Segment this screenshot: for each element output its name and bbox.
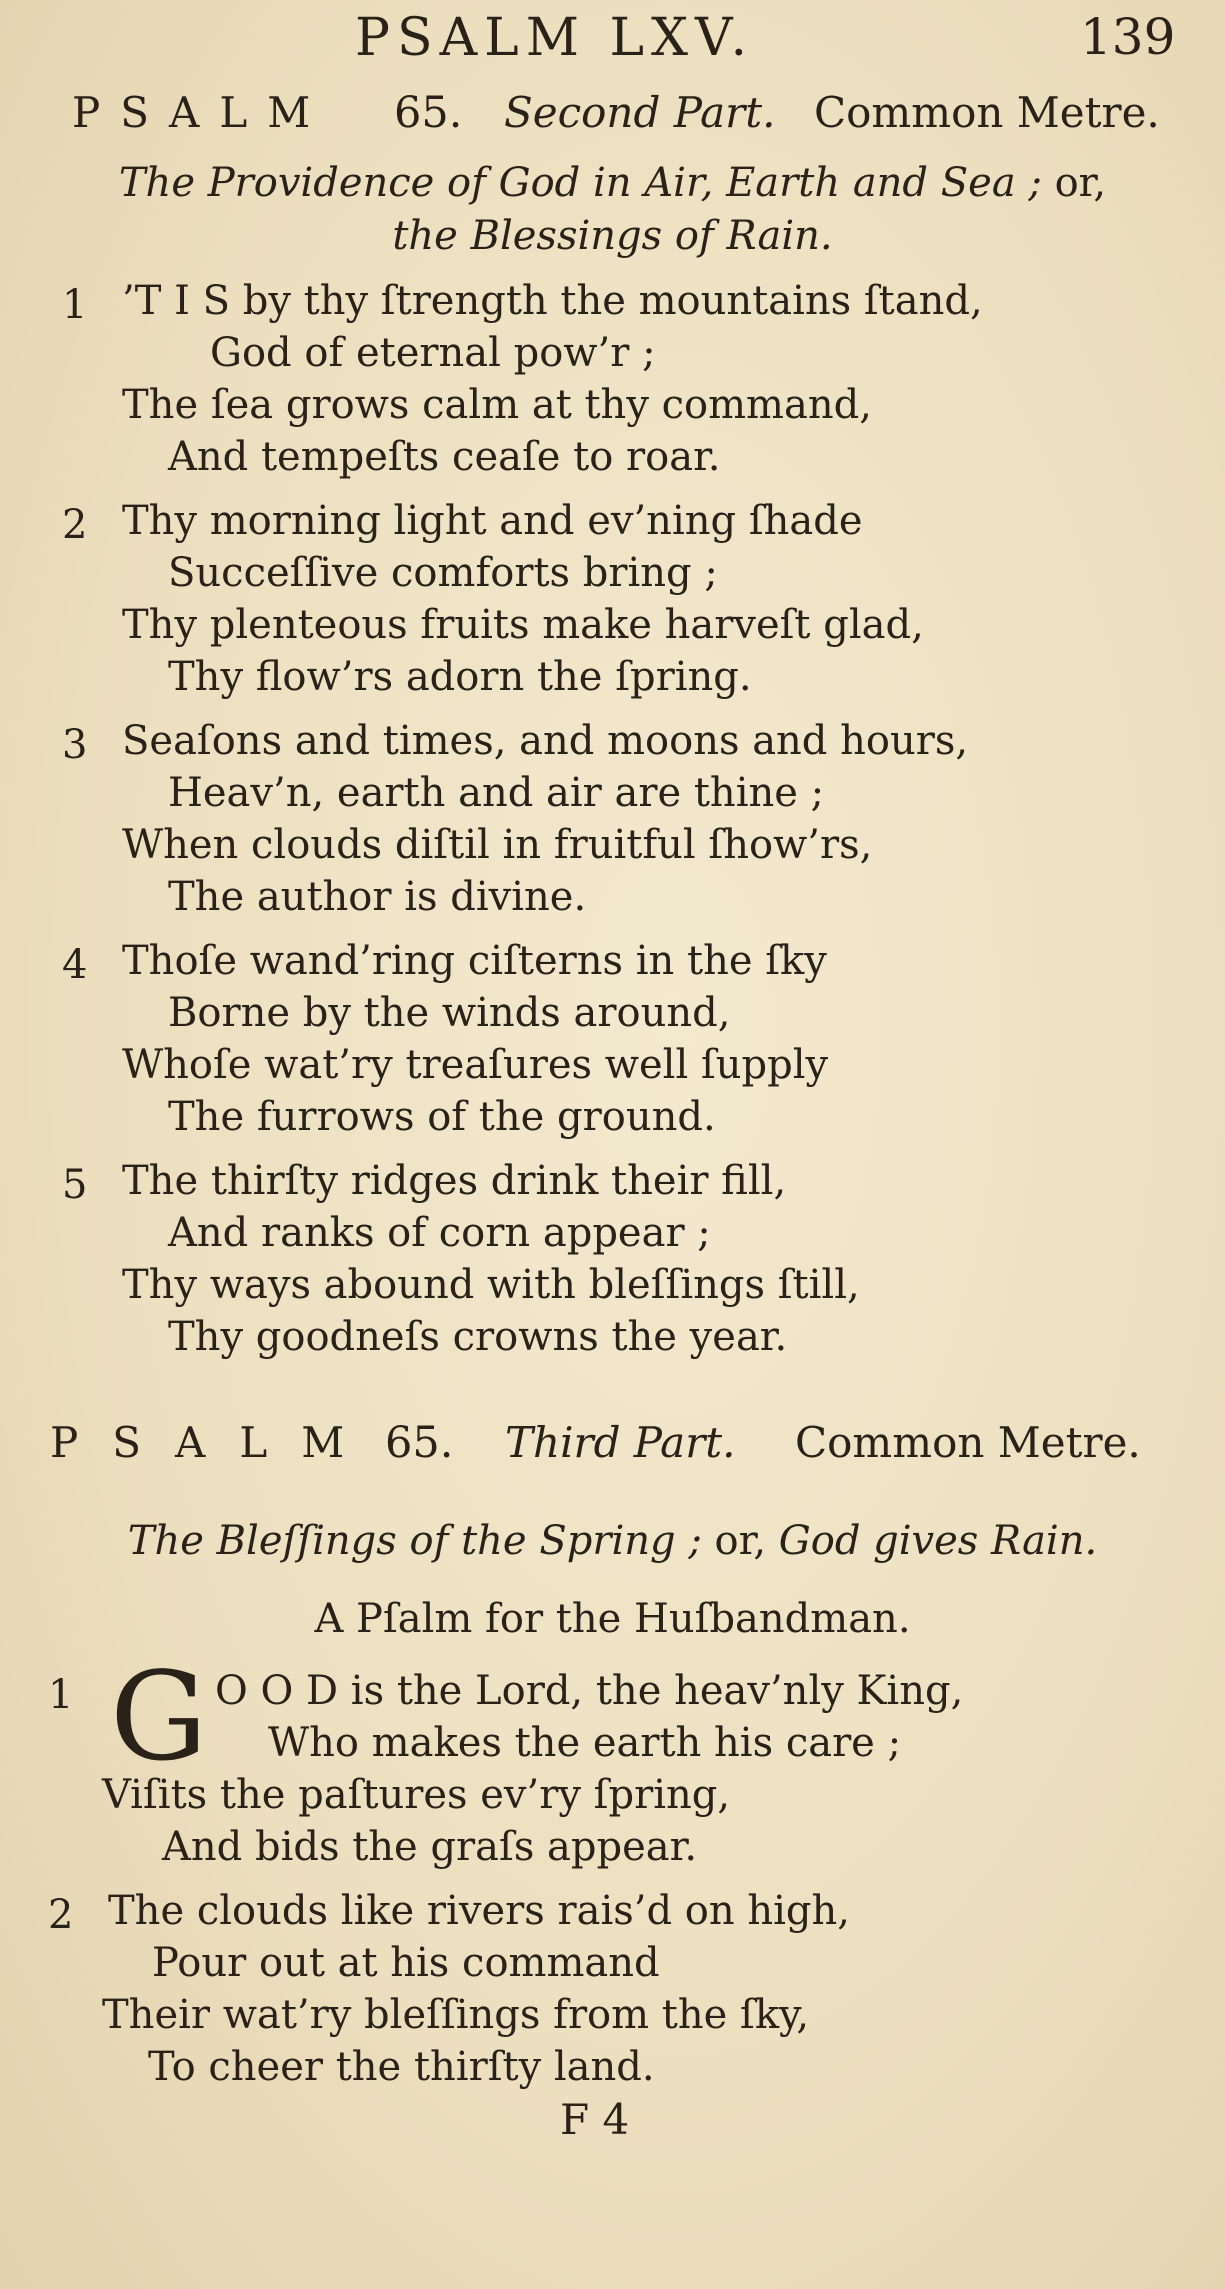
verse-line: Seaſons and times, and moons and hours, — [122, 718, 969, 764]
verse-line: Their wat’ry bleſſings from the ſky, — [102, 1992, 810, 2038]
verse-line: Who makes the earth his care ; — [268, 1720, 902, 1766]
psalm-number: 65. — [385, 1418, 454, 1468]
verse-line: Whoſe wat’ry treaſures well ſupply — [122, 1042, 829, 1088]
stanza-number: 2 — [48, 1892, 74, 1938]
verse-line: Thoſe wand’ring ciſterns in the ſky — [122, 938, 827, 984]
verse-line: Thy flow’rs adorn the ſpring. — [168, 654, 752, 700]
stanza-number: 1 — [62, 282, 88, 328]
verse-line: Thy goodneſs crowns the year. — [168, 1314, 788, 1360]
metre-label: Common Metre. — [814, 88, 1160, 137]
subtitle-or: or, — [714, 1518, 767, 1564]
stanza-number: 5 — [62, 1162, 88, 1208]
subtitle-text-2: God gives Rain. — [778, 1518, 1098, 1564]
verse-line: The ſea grows calm at thy command, — [122, 382, 872, 428]
verse-line: When clouds diſtil in fruitful ſhow’rs, — [122, 822, 873, 868]
part2-subtitle — [0, 160, 1225, 206]
verse-line: The author is divine. — [168, 874, 587, 920]
running-head — [0, 8, 1225, 68]
part2-subtitle-continued: the Blessings of Rain. — [392, 213, 833, 259]
subtitle-text: The Bleſſings of the Spring ; — [127, 1518, 702, 1564]
psalm-label: PSALM — [50, 1418, 379, 1467]
psalm-label: PSALM — [72, 88, 331, 137]
psalm-number: 65. — [394, 88, 463, 138]
verse-line: Thy ways abound with bleſſings ſtill, — [122, 1262, 860, 1308]
verse-line: To cheer the thirſty land. — [148, 2044, 655, 2090]
signature-mark: F 4 — [560, 2095, 630, 2144]
verse-line: O O D is the Lord, the heav’nly King, — [215, 1668, 964, 1714]
verse-line: Viſits the paſtures ev’ry ſpring, — [102, 1772, 731, 1818]
part3-subtitle — [0, 1518, 1225, 1564]
part3-heading — [50, 1418, 1170, 1478]
part-label: Second Part. — [504, 88, 776, 137]
verse-line: The furrows of the ground. — [168, 1094, 716, 1140]
verse-line: The clouds like rivers rais’d on high, — [108, 1888, 850, 1934]
subtitle-text: The Providence of God in Air, Earth and Sea ; — [118, 160, 1042, 206]
verse-line: And bids the graſs appear. — [162, 1824, 698, 1870]
verse-line: ’T I S by thy ſtrength the mountains ſtand, — [122, 278, 983, 324]
stanza-number: 1 — [48, 1672, 74, 1718]
verse-line: Thy morning light and ev’ning ſhade — [122, 498, 863, 544]
psalm-dedication: A Pſalm for the Huſbandman. — [314, 1596, 911, 1642]
subtitle-or: or, — [1054, 160, 1107, 206]
part2-heading — [72, 88, 1192, 148]
verse-line: The thirſty ridges drink their fill, — [122, 1158, 787, 1204]
verse-line: And tempeſts ceaſe to roar. — [168, 434, 721, 480]
verse-line: Pour out at his command — [152, 1940, 660, 1986]
stanza-number: 3 — [62, 722, 88, 768]
verse-line: God of eternal pow’r ; — [210, 330, 656, 376]
verse-line: Borne by the winds around, — [168, 990, 731, 1036]
verse-line: Succeſſive comforts bring ; — [168, 550, 718, 596]
verse-line: Thy plenteous fruits make harveſt glad, — [122, 602, 924, 648]
stanza-number: 2 — [62, 502, 88, 548]
verse-line: And ranks of corn appear ; — [168, 1210, 711, 1256]
metre-label: Common Metre. — [795, 1418, 1141, 1467]
part-label: Third Part. — [505, 1418, 736, 1467]
stanza-number: 4 — [62, 942, 88, 988]
drop-cap-g: G — [110, 1646, 208, 1788]
page-number: 139 — [1080, 8, 1176, 66]
running-title: PSALM LXV. — [355, 8, 755, 68]
verse-line: Heav’n, earth and air are thine ; — [168, 770, 825, 816]
